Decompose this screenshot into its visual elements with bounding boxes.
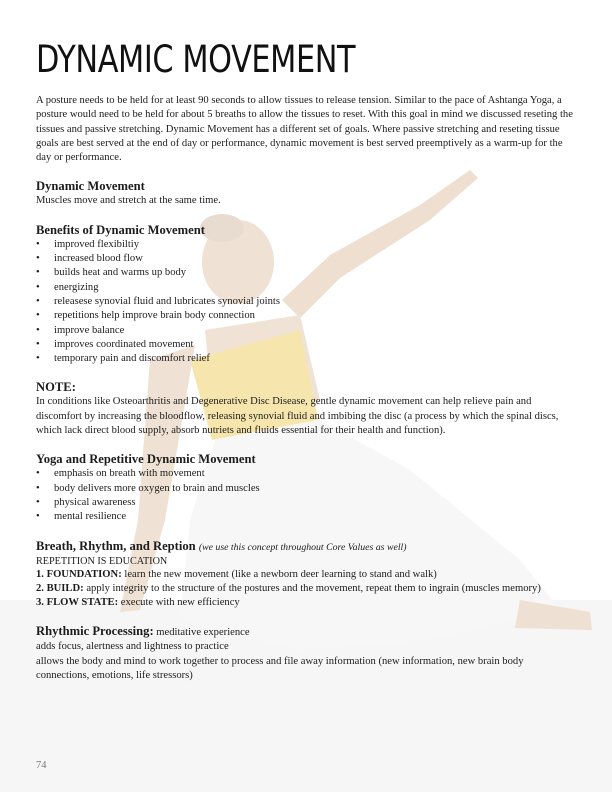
step-label: 2. BUILD: xyxy=(36,582,84,594)
rhythmic-heading-suffix: meditative experience xyxy=(153,627,250,639)
step-label: 3. FLOW STATE: xyxy=(36,597,119,609)
note-text: In conditions like Osteoarthritis and Degenerative Disc Disease, gentle dynamic movement can help relieve pain and discomfort by increasing the bloodflow, releasing synovial fluid and imbibing the disc (a process by which the spinal discs, which lack direct blood supply, absorb nutriets and fluids essential for their health and function). xyxy=(36,396,559,437)
list-item: • temporary pain and discomfort relief xyxy=(36,352,576,366)
page-title: DYNAMIC MOVEMENT xyxy=(36,38,356,81)
step-build xyxy=(36,582,576,596)
breath-subheading: REPETITION IS EDUCATION xyxy=(36,555,168,567)
step-label: 1. FOUNDATION: xyxy=(36,568,122,580)
step-text: apply integrity to the structure of the postures and the movement, repeat them to ingrain (muscles memory) xyxy=(83,582,541,594)
page-number: 74 xyxy=(36,760,47,771)
list-item: • mental resilience xyxy=(36,510,576,524)
step-foundation xyxy=(36,568,576,582)
list-item: • energizing xyxy=(36,281,576,295)
benefits-section xyxy=(36,223,576,367)
note-section xyxy=(36,380,576,438)
page-content xyxy=(36,38,576,683)
intro-paragraph: A posture needs to be held for at least 90 seconds to allow tissues to release tension. Similar to the pace of Ashtanga Yoga, a posture would need to be held for about 5 breaths to allow the tissues to reset. With this goal in mind we discussed reseting the tissues and passive stretching. Dynamic Movement has a different set of goals. Where passive stretching and reseting tissue goals are best served at the end of day or performance, dynamic movement is best served preemptively as a warm-up for the day or performance. xyxy=(36,95,573,164)
definition-text: Muscles move and stretch at the same time. xyxy=(36,195,221,207)
rhythmic-line-2: allows the body and mind to work together to process and file away information (new information, new brain body connections, emotions, life stressors) xyxy=(36,655,524,682)
definition-section xyxy=(36,179,576,208)
yoga-section xyxy=(36,452,576,524)
benefits-heading: Benefits of Dynamic Movement xyxy=(36,222,205,237)
step-text: execute with new efficiency xyxy=(118,597,240,609)
rhythmic-heading-line xyxy=(36,624,576,640)
yoga-heading: Yoga and Repetitive Dynamic Movement xyxy=(36,452,256,467)
benefits-list xyxy=(36,238,576,367)
list-item: • repetitions help improve brain body connection xyxy=(36,309,576,323)
definition-heading: Dynamic Movement xyxy=(36,179,145,194)
list-item: • physical awareness xyxy=(36,496,576,510)
note-heading: NOTE: xyxy=(36,380,76,395)
rhythmic-line-1: adds focus, alertness and lightness to practice xyxy=(36,641,229,653)
breath-heading-line xyxy=(36,539,576,555)
step-flow-state xyxy=(36,596,576,610)
breath-section xyxy=(36,539,576,611)
list-item: • improve balance xyxy=(36,324,576,338)
list-item: • improved flexibiltiy xyxy=(36,238,576,252)
step-text: learn the new movement (like a newborn deer learning to stand and walk) xyxy=(121,568,437,580)
yoga-list xyxy=(36,467,576,524)
breath-aside: (we use this concept throughout Core Values as well) xyxy=(198,541,407,553)
list-item: • emphasis on breath with movement xyxy=(36,467,576,481)
rhythmic-section xyxy=(36,624,576,683)
list-item: • body delivers more oxygen to brain and muscles xyxy=(36,482,576,496)
list-item: • increased blood flow xyxy=(36,252,576,266)
breath-heading: Breath, Rhythm, and Reption xyxy=(36,538,196,553)
list-item: • releasese synovial fluid and lubricates synovial joints xyxy=(36,295,576,309)
rhythmic-heading: Rhythmic Processing: xyxy=(36,624,154,639)
list-item: • improves coordinated movement xyxy=(36,338,576,352)
list-item: • builds heat and warms up body xyxy=(36,266,576,280)
